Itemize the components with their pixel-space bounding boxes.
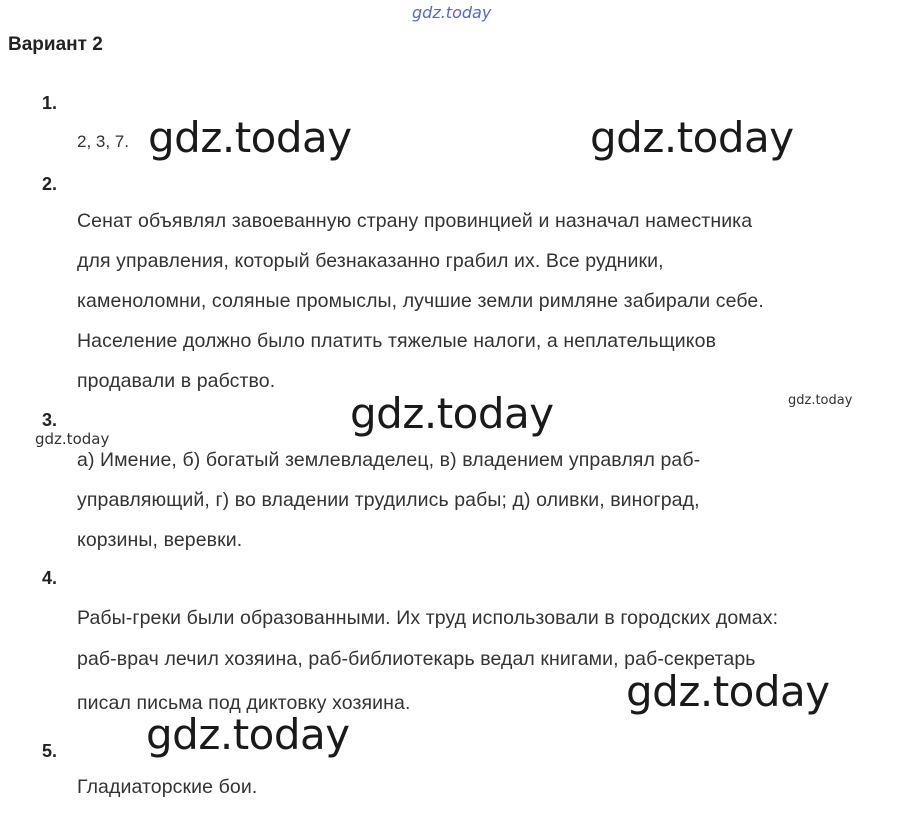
watermark-small: gdz.today — [35, 430, 110, 448]
section-4-line: Рабы-греки были образованными. Их труд использовали в городских домах: — [77, 607, 779, 629]
section-number-5: 5. — [42, 741, 58, 761]
section-2-line: Население должно было платить тяжелые налоги, а неплательщиков — [77, 330, 717, 352]
section-3-line: а) Имение, б) богатый землевладелец, в) владением управлял раб- — [77, 449, 701, 471]
watermark-large: gdz.today — [590, 113, 794, 162]
watermark-large: gdz.today — [626, 667, 830, 716]
section-2-line: для управления, который безнаказанно грабил их. Все рудники, — [77, 250, 664, 272]
section-4-line: раб-врач лечил хозяина, раб-библиотекарь ведал книгами, раб-секретарь — [77, 648, 756, 670]
section-2-line: продавали в рабство. — [77, 370, 276, 392]
section-3-line: корзины, веревки. — [77, 529, 243, 551]
section-5-line: Гладиаторские бои. — [77, 776, 258, 798]
section-number-4: 4. — [42, 568, 58, 588]
section-number-1: 1. — [42, 93, 58, 113]
section-number-2: 2. — [42, 174, 58, 194]
section-1-answer: 2, 3, 7. — [77, 132, 129, 151]
section-2-line: каменоломни, соляные промыслы, лучшие земли римляне забирали себе. — [77, 290, 764, 312]
section-4-line: писал письма под диктовку хозяина. — [77, 692, 411, 714]
watermark-large: gdz.today — [350, 389, 554, 438]
section-number-3: 3. — [42, 410, 58, 430]
section-2-line: Сенат объявлял завоеванную страну провинцией и назначал наместника — [77, 210, 753, 232]
watermark-large: gdz.today — [148, 113, 352, 162]
page-title: Вариант 2 — [8, 34, 103, 55]
watermark-large: gdz.today — [146, 710, 350, 759]
watermark-small: gdz.today — [788, 393, 853, 408]
section-3-line: управляющий, г) во владении трудились рабы; д) оливки, виноград, — [77, 489, 700, 511]
watermark-top: gdz.today — [412, 3, 492, 22]
